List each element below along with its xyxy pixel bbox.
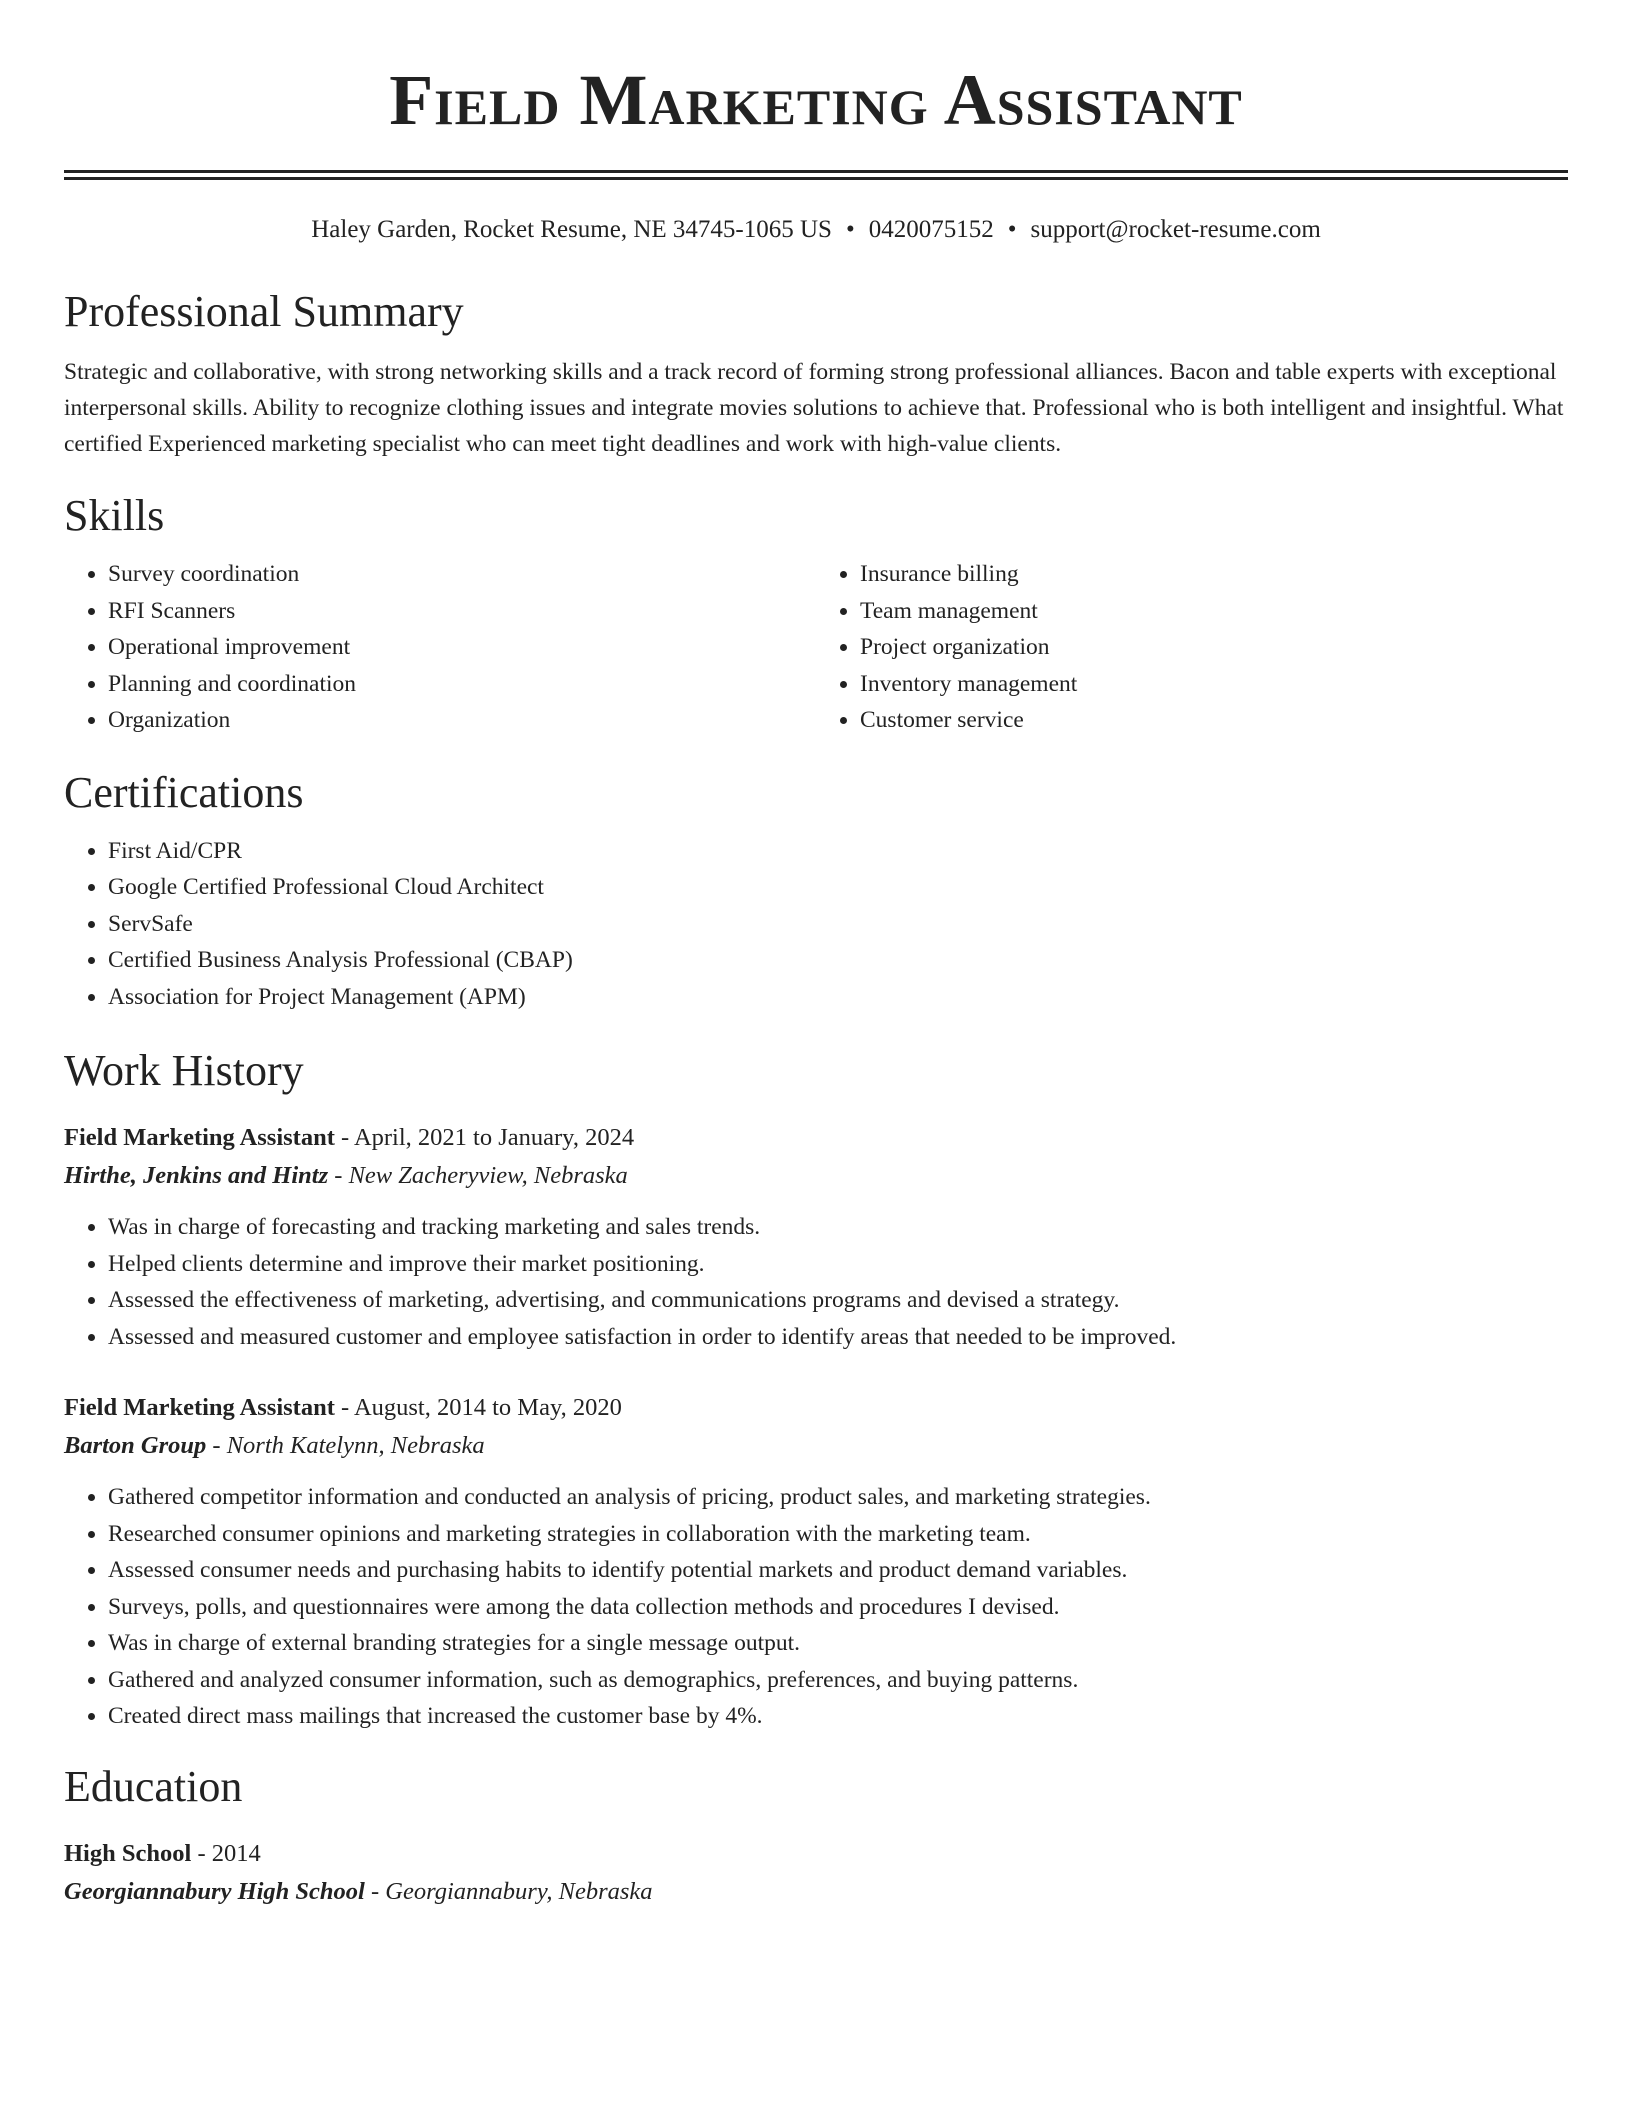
job-entry	[64, 1119, 1568, 1355]
contact-separator: •	[1007, 216, 1017, 243]
dash: -	[197, 1839, 206, 1867]
work-history-heading: Work History	[64, 1046, 304, 1095]
dash: -	[371, 1877, 380, 1905]
contact-phone: 0420075152	[868, 216, 994, 243]
dash: -	[212, 1432, 221, 1459]
duty-item: • Gathered competitor information and conducted an analysis of pricing, product sales, and marketing strategies.	[108, 1479, 1568, 1516]
certification-item: • Google Certified Professional Cloud Architect	[108, 869, 1568, 906]
job-title: Field Marketing Assistant	[64, 1394, 335, 1421]
duty-item: • Assessed and measured customer and employee satisfaction in order to identify areas that needed to be improved.	[108, 1319, 1568, 1356]
certification-item: • ServSafe	[108, 906, 1568, 943]
degree: High School	[64, 1839, 192, 1867]
job-title: Field Marketing Assistant	[64, 1124, 335, 1151]
degree-line	[64, 1835, 1568, 1873]
job-duties	[64, 1479, 1568, 1735]
contact-line	[64, 214, 1568, 246]
contact-separator: •	[845, 216, 855, 243]
skill-item: • RFI Scanners	[108, 593, 816, 630]
school-line	[64, 1873, 1568, 1911]
certification-item: • First Aid/CPR	[108, 833, 1568, 870]
dash: -	[341, 1394, 350, 1421]
dash: -	[334, 1162, 343, 1189]
skills-list-right	[816, 556, 1568, 739]
job-dates: August, 2014 to May, 2020	[353, 1394, 622, 1421]
summary-text: Strategic and collaborative, with strong networking skills and a track record of forming strong professional alliances. Bacon and table experts with exceptional interpersonal skills. Ability to recognize clothing issues and integrate movies solutions to achieve that. Professional who is both intelligent and insightful. What certified Experienced marketing specialist who can meet tight deadlines and work with high-value clients.	[64, 359, 1564, 457]
skill-item: • Organization	[108, 702, 816, 739]
skills-list-left	[64, 556, 816, 739]
job-dates: April, 2021 to January, 2024	[353, 1124, 635, 1151]
duty-item: • Was in charge of forecasting and tracking marketing and sales trends.	[108, 1209, 1568, 1246]
skill-item: • Planning and coordination	[108, 666, 816, 703]
duty-item: • Was in charge of external branding strategies for a single message output.	[108, 1625, 1568, 1662]
certifications-list	[64, 833, 1568, 1016]
job-duties	[64, 1209, 1568, 1355]
education-entry	[64, 1835, 1568, 1911]
skill-item: • Operational improvement	[108, 629, 816, 666]
duty-item: • Created direct mass mailings that increased the customer base by 4%.	[108, 1698, 1568, 1735]
school-name: Georgiannabury High School	[64, 1877, 365, 1905]
summary-heading: Professional Summary	[64, 287, 464, 336]
title-divider	[64, 170, 1568, 180]
company-line	[64, 1427, 1568, 1465]
skill-item: • Team management	[860, 593, 1568, 630]
certification-item: • Certified Business Analysis Professional (CBAP)	[108, 942, 1568, 979]
dash: -	[341, 1124, 350, 1151]
certification-item: • Association for Project Management (APM)	[108, 979, 1568, 1016]
skills-heading: Skills	[64, 491, 165, 540]
company-name: Barton Group	[64, 1432, 207, 1459]
education-heading: Education	[64, 1761, 243, 1811]
contact-email: support@rocket-resume.com	[1030, 216, 1321, 243]
skill-item: • Project organization	[860, 629, 1568, 666]
job-title-line	[64, 1119, 1568, 1157]
duty-item: • Assessed consumer needs and purchasing habits to identify potential markets and product demand variables.	[108, 1552, 1568, 1589]
skill-item: • Customer service	[860, 702, 1568, 739]
duty-item: • Helped clients determine and improve their market positioning.	[108, 1246, 1568, 1283]
company-location: North Katelynn, Nebraska	[226, 1432, 485, 1459]
job-entry	[64, 1389, 1568, 1735]
duty-item: • Surveys, polls, and questionnaires were among the data collection methods and procedures I devised.	[108, 1589, 1568, 1626]
company-location: New Zacheryview, Nebraska	[348, 1162, 628, 1189]
certifications-heading: Certifications	[64, 767, 304, 817]
school-location: Georgiannabury, Nebraska	[385, 1877, 653, 1905]
skills-columns	[64, 556, 1568, 739]
duty-item: • Assessed the effectiveness of marketing, advertising, and communications programs and devised a strategy.	[108, 1282, 1568, 1319]
skill-item: • Inventory management	[860, 666, 1568, 703]
skill-item: • Insurance billing	[860, 556, 1568, 593]
education-year: 2014	[211, 1839, 261, 1867]
contact-address: Haley Garden, Rocket Resume, NE 34745-1065 US	[311, 216, 832, 243]
skill-item: • Survey coordination	[108, 556, 816, 593]
company-name: Hirthe, Jenkins and Hintz	[64, 1162, 329, 1189]
duty-item: • Gathered and analyzed consumer information, such as demographics, preferences, and buying patterns.	[108, 1662, 1568, 1699]
duty-item: • Researched consumer opinions and marketing strategies in collaboration with the marketing team.	[108, 1516, 1568, 1553]
job-title-line	[64, 1389, 1568, 1427]
company-line	[64, 1157, 1568, 1195]
resume-title: Field Marketing Assistant	[389, 60, 1243, 140]
